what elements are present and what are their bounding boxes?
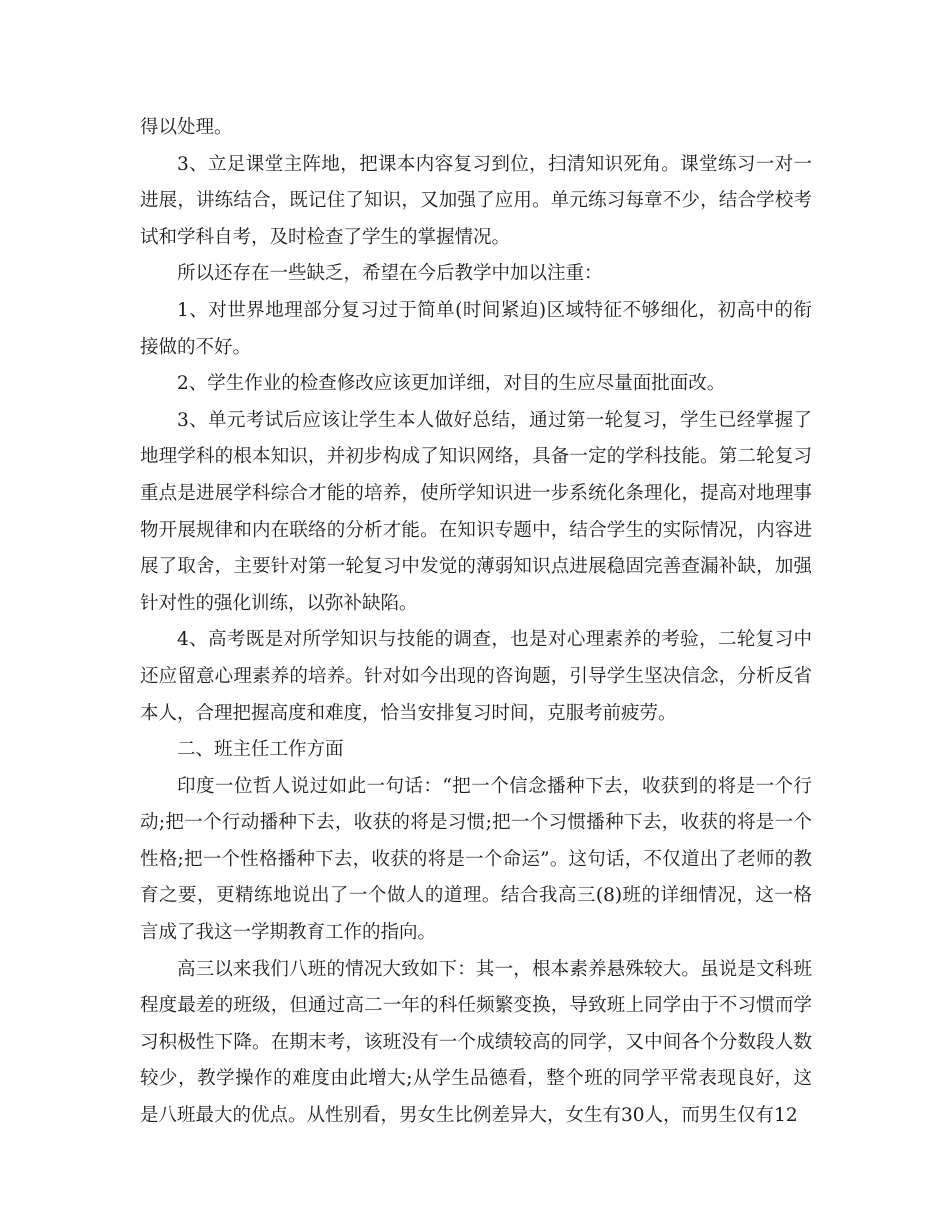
section-heading: 二、班主任工作方面: [177, 739, 344, 761]
paragraph-7: 4、高考既是对所学知识与技能的调查，也是对心理素养的考验，二轮复习中还应留意心理素养的培养。针对如今出现的咨询题，引导学生坚决信念，分析反省本人，合理把握高度和难度，恰当安排复习时间，克服考前疲劳。: [140, 629, 812, 724]
paragraph-2: 3、立足课堂主阵地，把课本内容复习到位，扫清知识死角。课堂练习一对一进展，讲练结合，既记住了知识，又加强了应用。单元练习每章不少，结合学校考试和学科自考，及时检查了学生的掌握情况。: [140, 153, 812, 248]
paragraph-9: 印度一位哲人说过如此一句话：“把一个信念播种下去，收获到的将是一个行动;把一个行动播种下去，收获的将是习惯;把一个习惯播种下去，收获的将是一个性格;把一个性格播种下去，收获的将是一个命运”。这句话，不仅道出了老师的教育之要，更精练地说出了一个做人的道理。结合我高三(8)班的详细情况，这一格言成了我这一学期教育工作的指向。: [140, 775, 812, 944]
paragraph-10: 高三以来我们八班的情况大致如下：其一，根本素养悬殊较大。虽说是文科班程度最差的班级，但通过高二一年的科任频繁变换，导致班上同学由于不习惯而学习积极性下降。在期末考，该班没有一个成绩较高的同学，又中间各个分数段人数较少，教学操作的难度由此增大;从学生品德看，整个班的同学平常表现良好，这是八班最大的优点。从性别看，男女生比例差异大，女生有30人，而男生仅有12: [140, 958, 812, 1127]
paragraph-3: 所以还存在一些缺乏，希望在今后教学中加以注重：: [177, 263, 603, 285]
paragraph-5: 2、学生作业的检查修改应该更加详细，对目的生应尽量面批面改。: [177, 373, 726, 395]
paragraph-6: 3、单元考试后应该让学生本人做好总结，通过第一轮复习，学生已经掌握了地理学科的根本知识，并初步构成了知识网络，具备一定的学科技能。第二轮复习重点是进展学科综合才能的培养，使所学知识进一步系统化条理化，提高对地理事物开展规律和内在联络的分析才能。在知识专题中，结合学生的实际情况，内容进展了取舍，主要针对第一轮复习中发觉的薄弱知识点进展稳固完善查漏补缺，加强针对性的强化训练，以弥补缺陷。: [140, 409, 812, 614]
paragraph-1: 得以处理。: [140, 117, 233, 138]
document-page: [140, 110, 812, 1135]
paragraph-4: 1、对世界地理部分复习过于简单(时间紧迫)区域特征不够细化，初高中的衔接做的不好。: [140, 299, 812, 358]
